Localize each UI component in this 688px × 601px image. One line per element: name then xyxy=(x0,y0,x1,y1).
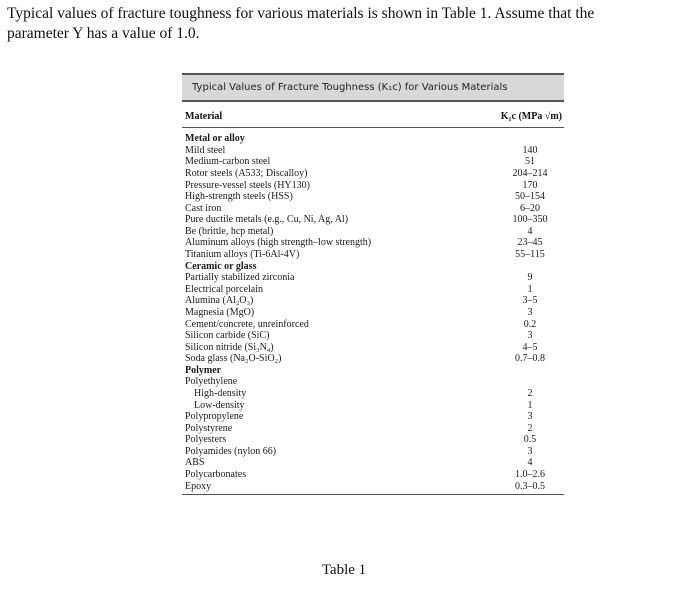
table-row xyxy=(182,341,564,353)
material-cell: Pure ductile metals (e.g., Cu, Ni, Ag, Al) xyxy=(185,214,349,226)
table-row xyxy=(182,411,564,423)
material-cell: Alumina (Al₂O₃) xyxy=(185,295,254,307)
kic-value-cell: 55–115 xyxy=(515,249,545,261)
material-cell: Electrical porcelain xyxy=(185,283,264,295)
table-row xyxy=(182,145,564,157)
material-cell: Silicon nitride (Si₃N₄) xyxy=(185,341,274,353)
table-row xyxy=(182,226,564,238)
kic-value-cell: 3–5 xyxy=(522,295,538,307)
material-cell: Silicon carbide (SiC) xyxy=(185,330,270,342)
table-row xyxy=(182,214,564,226)
kic-value-cell: 50–154 xyxy=(515,191,545,203)
kic-value-cell: 1 xyxy=(527,399,533,411)
material-cell: Pressure-vessel steels (HY130) xyxy=(185,179,310,191)
column-header-material: Material xyxy=(185,111,223,122)
kic-value-cell: 0.5 xyxy=(523,434,537,446)
material-cell: Medium-carbon steel xyxy=(185,156,271,168)
table-body xyxy=(182,128,564,495)
material-cell: Be (brittle, hcp metal) xyxy=(185,225,274,237)
material-cell: Polystyrene xyxy=(185,422,233,434)
table-category-row xyxy=(182,133,564,145)
kic-value-cell: 170 xyxy=(522,179,538,191)
kic-value-cell: 2 xyxy=(527,422,533,434)
material-cell: Magnesia (MgO) xyxy=(185,306,255,318)
material-cell: Polypropylene xyxy=(185,411,244,423)
table-row xyxy=(182,434,564,446)
fracture-toughness-table xyxy=(182,73,564,495)
kic-value-cell: 9 xyxy=(527,272,533,284)
material-cell: Polyethylene xyxy=(185,376,238,388)
kic-value-cell: 0.2 xyxy=(523,318,537,330)
table-caption: Table 1 xyxy=(321,562,367,578)
intro-line-1: Typical values of fracture toughness for various materials is shown in Table 1. Assume that the xyxy=(7,5,595,22)
table-row xyxy=(182,202,564,214)
kic-value-cell: 3 xyxy=(527,306,533,318)
table-title: Typical Values of Fracture Toughness (K₁c) for Various Materials xyxy=(182,73,564,102)
material-cell: Rotor steels (A533; Discalloy) xyxy=(185,168,308,180)
kic-value-cell: 23–45 xyxy=(517,237,543,249)
table-row xyxy=(182,168,564,180)
table-row xyxy=(182,179,564,191)
kic-value-cell: 0.7–0.8 xyxy=(515,353,545,365)
kic-value-cell: 3 xyxy=(527,411,533,423)
kic-value-cell: 6–20 xyxy=(520,202,540,214)
material-cell: Partially stabilized zirconia xyxy=(185,272,295,284)
intro-line-2: parameter Y has a value of 1.0. xyxy=(7,25,200,42)
material-cell: High-density xyxy=(194,388,247,399)
kic-value-cell: 0.3–0.5 xyxy=(515,480,545,492)
material-cell: ABS xyxy=(185,457,205,469)
kic-value-cell: 4 xyxy=(527,457,533,469)
table-row xyxy=(182,318,564,330)
material-cell: Cement/concrete, unreinforced xyxy=(185,318,309,330)
table-row xyxy=(182,249,564,261)
material-cell: Polymer xyxy=(185,364,222,376)
material-cell: Polyesters xyxy=(185,434,227,446)
table-row xyxy=(182,237,564,249)
kic-value-cell: 2 xyxy=(527,388,533,399)
material-cell: Soda glass (Na₂O-SiO₂) xyxy=(185,353,282,365)
table-row xyxy=(182,457,564,469)
material-cell: Polycarbonates xyxy=(185,469,247,481)
intro-paragraph xyxy=(7,4,685,44)
table-category-row xyxy=(182,260,564,272)
material-cell: Polyamides (nylon 66) xyxy=(185,445,277,457)
table-row xyxy=(182,480,564,492)
material-cell: Ceramic or glass xyxy=(185,260,257,272)
kic-value-cell: 4 xyxy=(527,225,533,237)
material-cell: High-strength steels (HSS) xyxy=(185,191,293,203)
kic-value-cell: 3 xyxy=(527,445,533,457)
table-row xyxy=(182,307,564,319)
material-cell: Epoxy xyxy=(185,480,212,492)
table-row xyxy=(182,399,564,411)
column-header-kic: K₁c (MPa √m) xyxy=(500,111,562,122)
table-row xyxy=(182,272,564,284)
material-cell: Metal or alloy xyxy=(185,133,245,145)
kic-value-cell: 1 xyxy=(527,283,533,295)
kic-value-cell: 204–214 xyxy=(512,168,548,180)
material-cell: Mild steel xyxy=(185,144,226,156)
table-row xyxy=(182,330,564,342)
table-row xyxy=(182,295,564,307)
table-header-row xyxy=(182,102,564,128)
material-cell: Cast iron xyxy=(185,202,222,214)
material-cell: Aluminum alloys (high strength–low strength) xyxy=(185,237,372,249)
kic-value-cell: 1.0–2.6 xyxy=(515,469,545,481)
table-row xyxy=(182,376,564,388)
table-row xyxy=(182,284,564,296)
material-cell: Low-density xyxy=(194,399,245,411)
table-row xyxy=(182,156,564,168)
table-category-row xyxy=(182,365,564,377)
table-row xyxy=(182,422,564,434)
kic-value-cell: 4–5 xyxy=(522,341,538,353)
kic-value-cell: 100–350 xyxy=(512,214,548,226)
material-cell: Titanium alloys (Ti-6Al-4V) xyxy=(185,249,300,261)
table-row xyxy=(182,446,564,458)
table-row xyxy=(182,469,564,481)
table-row xyxy=(182,191,564,203)
table-row xyxy=(182,353,564,365)
kic-value-cell: 51 xyxy=(525,156,535,168)
kic-value-cell: 3 xyxy=(527,330,533,342)
table-row xyxy=(182,388,564,400)
kic-value-cell: 140 xyxy=(522,144,538,156)
